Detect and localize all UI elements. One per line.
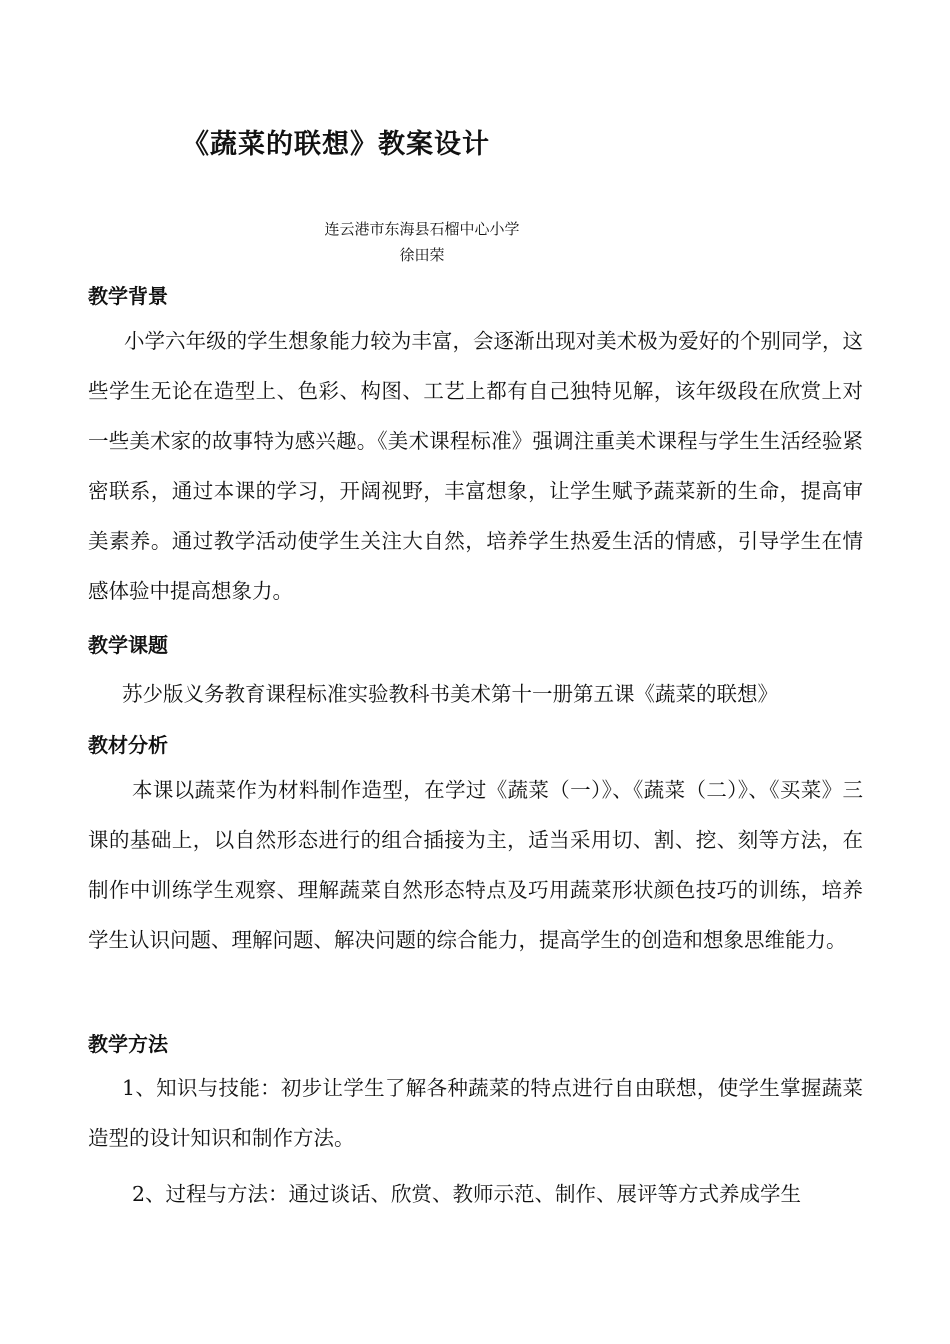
section-heading-methods: 教学方法 — [88, 1032, 168, 1056]
section-heading-analysis: 教材分析 — [88, 733, 168, 757]
document-title: 《蔬菜的联想》教案设计 — [182, 129, 490, 160]
section-heading-background: 教学背景 — [88, 284, 168, 308]
topic-paragraph: 苏少版义务教育课程标准实验教科书美术第十一册第五课《蔬菜的联想》 — [122, 682, 778, 706]
author-school: 连云港市东海县石榴中心小学 — [324, 220, 520, 238]
section-heading-topic: 教学课题 — [88, 633, 168, 657]
methods-item-1: 1、知识与技能：初步让学生了解各种蔬菜的特点进行自由联想，使学生掌握蔬菜造型的设计知识和制作方法。 — [88, 1076, 863, 1150]
methods-item-2: 2、过程与方法：通过谈话、欣赏、教师示范、制作、展评等方式养成学生 — [132, 1182, 802, 1206]
analysis-paragraph: 本课以蔬菜作为材料制作造型，在学过《蔬菜（一）》、《蔬菜（二）》、《买菜》三课的基础上，以自然形态进行的组合插接为主，适当采用切、割、挖、刻等方法，在制作中训练学生观察、理解蔬菜自然形态特点及巧用蔬菜形状颜色技巧的训练，培养学生认识问题、理解问题、解决问题的综合能力，提高学生的创造和想象思维能力。 — [88, 778, 863, 952]
background-paragraph: 小学六年级的学生想象能力较为丰富，会逐渐出现对美术极为爱好的个别同学，这些学生无论在造型上、色彩、构图、工艺上都有自己独特见解，该年级段在欣赏上对一些美术家的故事特为感兴趣。《美术课程标准》强调注重美术课程与学生生活经验紧密联系，通过本课的学习，开阔视野，丰富想象，让学生赋予蔬菜新的生命，提高审美素养。通过教学活动使学生关注大自然，培养学生热爱生活的情感，引导学生在情感体验中提高想象力。 — [88, 329, 863, 603]
author-name: 徐田荣 — [399, 246, 445, 264]
